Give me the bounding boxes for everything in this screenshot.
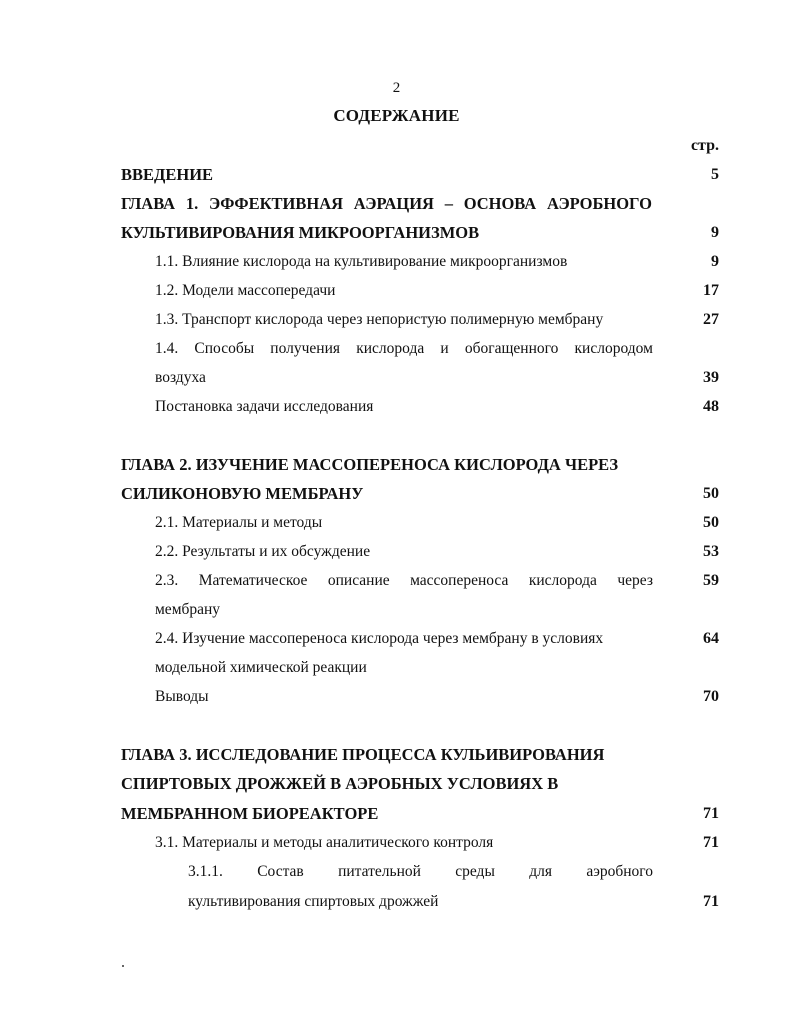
toc-entry[interactable] — [0, 218, 793, 247]
toc-entry-page: 50 — [703, 485, 719, 502]
toc-entry-text: МЕМБРАННОМ БИОРЕАКТОРЕ — [121, 804, 379, 823]
toc-word: 1.4. — [155, 340, 179, 357]
toc-entry-text: СПИРТОВЫХ ДРОЖЖЕЙ В АЭРОБНЫХ УСЛОВИЯХ В — [121, 774, 559, 793]
toc-entry[interactable] — [0, 160, 793, 189]
toc-entry[interactable] — [0, 334, 793, 363]
toc-entry[interactable] — [0, 305, 793, 334]
toc-entry-text: 1.1. Влияние кислорода на культивирование микроорганизмов — [155, 253, 568, 270]
toc-entry[interactable] — [0, 537, 793, 566]
toc-word: АЭРАЦИЯ — [353, 194, 434, 213]
toc-entry-text: 1.2. Модели массопередачи — [155, 282, 336, 299]
toc-entry-text: 2.1. Материалы и методы — [155, 514, 323, 531]
page-number: 2 — [392, 80, 401, 96]
toc-entry-text — [155, 566, 653, 595]
toc-word: массопереноса — [410, 572, 509, 589]
toc-entry-page: 39 — [703, 369, 719, 386]
toc-word: кислородом — [574, 340, 653, 357]
page-column-label: стр. — [690, 137, 719, 154]
toc-entry-text: модельной химической реакции — [155, 659, 367, 676]
toc-word: АЭРОБНОГО — [546, 194, 652, 213]
scan-artifact-dot — [122, 965, 124, 967]
toc-entry-page: 5 — [711, 166, 719, 183]
toc-entry-page: 9 — [711, 253, 719, 270]
toc-entry[interactable] — [0, 857, 793, 886]
toc-word: ОСНОВА — [463, 194, 537, 213]
toc-word: 2.3. — [155, 572, 179, 589]
toc-entry[interactable] — [0, 247, 793, 276]
toc-entry-page: 27 — [703, 311, 719, 328]
toc-word: описание — [327, 572, 390, 589]
toc-entry[interactable] — [0, 653, 793, 682]
toc-word: Математическое — [198, 572, 308, 589]
toc-entry-page: 53 — [703, 543, 719, 560]
toc-word: кислорода — [528, 572, 597, 589]
toc-entry-text: КУЛЬТИВИРОВАНИЯ МИКРООРГАНИЗМОВ — [121, 223, 480, 242]
toc-word: среды — [455, 863, 495, 880]
toc-word: кислорода — [356, 340, 425, 357]
toc-entry[interactable] — [0, 276, 793, 305]
toc-title: СОДЕРЖАНИЕ — [333, 106, 460, 125]
toc-entry-page: 71 — [703, 893, 719, 910]
toc-entry[interactable] — [0, 479, 793, 508]
toc-entry[interactable] — [0, 828, 793, 857]
toc-entry-text: 2.4. Изучение массопереноса кислорода через мембрану в условиях — [155, 630, 604, 647]
toc-entry-page: 9 — [711, 224, 719, 241]
toc-entry-text: СИЛИКОНОВУЮ МЕМБРАНУ — [121, 484, 364, 503]
toc-entry[interactable] — [0, 682, 793, 711]
toc-word: 3.1.1. — [188, 863, 223, 880]
toc-entry-page: 48 — [703, 398, 719, 415]
toc-entry[interactable] — [0, 887, 793, 916]
toc-entry-text: 3.1. Материалы и методы аналитического контроля — [155, 834, 494, 851]
toc-word: обогащенного — [464, 340, 559, 357]
toc-word: ЭФФЕКТИВНАЯ — [208, 194, 344, 213]
toc-entry-text: воздуха — [155, 369, 206, 386]
toc-word: аэробного — [586, 863, 653, 880]
toc-word: получения — [270, 340, 341, 357]
toc-entry[interactable] — [0, 508, 793, 537]
toc-word: питательной — [338, 863, 421, 880]
toc-word: – — [444, 194, 453, 213]
toc-entry-text: Постановка задачи исследования — [155, 398, 374, 415]
toc-entry-page: 64 — [703, 630, 719, 647]
toc-entry[interactable] — [0, 566, 793, 595]
toc-word: 1. — [185, 194, 199, 213]
toc-entry-page: 70 — [703, 688, 719, 705]
toc-entry-page: 59 — [703, 572, 719, 589]
toc-entry[interactable] — [0, 799, 793, 828]
toc-entry-text: ГЛАВА 2. ИЗУЧЕНИЕ МАССОПЕРЕНОСА КИСЛОРОДА ЧЕРЕЗ — [121, 455, 619, 474]
toc-entry[interactable] — [0, 624, 793, 653]
toc-word: Способы — [194, 340, 255, 357]
toc-word: через — [617, 572, 653, 589]
toc-entry-text: 1.3. Транспорт кислорода через непористую полимерную мембрану — [155, 311, 604, 328]
toc-entry-page: 50 — [703, 514, 719, 531]
toc-entry-text: мембрану — [155, 601, 221, 618]
toc-word: и — [440, 340, 449, 357]
toc-entry-text: культивирования спиртовых дрожжей — [188, 893, 439, 910]
toc-entry[interactable] — [0, 595, 793, 624]
toc-word: ГЛАВА — [121, 194, 176, 213]
toc-entry-page: 17 — [703, 282, 719, 299]
toc-entry-text: 2.2. Результаты и их обсуждение — [155, 543, 371, 560]
toc-word: Состав — [257, 863, 304, 880]
toc-entry[interactable] — [0, 769, 793, 798]
toc-entry[interactable] — [0, 392, 793, 421]
toc-entry-text: Выводы — [155, 688, 209, 705]
toc-entry[interactable] — [0, 450, 793, 479]
toc-entry[interactable] — [0, 363, 793, 392]
toc-entry-text — [121, 189, 652, 218]
toc-entry[interactable] — [0, 189, 793, 218]
toc-entry-text — [188, 857, 653, 886]
toc-entry-text — [155, 334, 653, 363]
toc-entry-page: 71 — [703, 834, 719, 851]
toc-entry-text: ВВЕДЕНИЕ — [121, 165, 214, 184]
toc-entry-page: 71 — [703, 805, 719, 822]
toc-word: для — [529, 863, 552, 880]
toc-entry[interactable] — [0, 740, 793, 769]
toc-entry-text: ГЛАВА 3. ИССЛЕДОВАНИЕ ПРОЦЕССА КУЛЬИВИРОВАНИЯ — [121, 745, 605, 764]
